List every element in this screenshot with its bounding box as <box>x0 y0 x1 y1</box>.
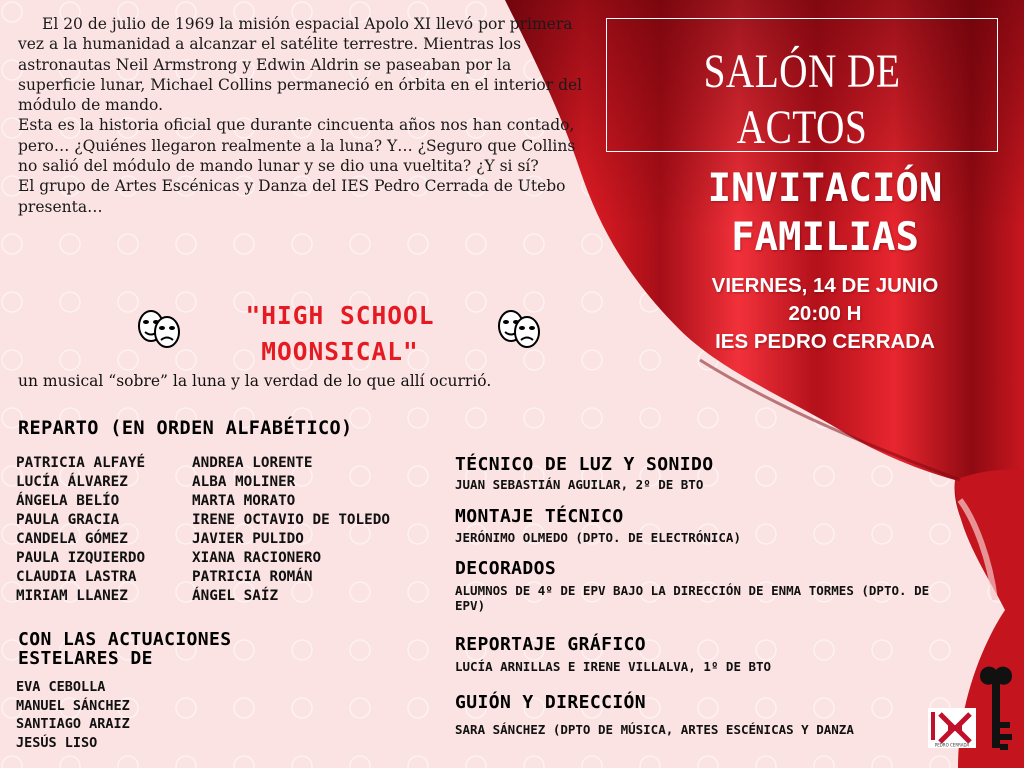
cast-member: PAULA GRACIA <box>16 512 120 528</box>
stars-heading-line-2: ESTELARES DE <box>18 648 153 669</box>
play-title <box>185 298 495 370</box>
cast-list-column-1 <box>16 454 145 606</box>
school-logo-text: PEDRO CERRADA <box>934 742 970 748</box>
crew-name-sets: ALUMNOS DE 4º DE EPV BAJO LA DIRECCIÓN DE ENMA TORMES (DPTO. DE EPV) <box>455 583 930 613</box>
cast-member: IRENE OCTAVIO DE TOLEDO <box>192 512 390 528</box>
theater-masks-icon <box>134 304 184 354</box>
crew-role-photography: REPORTAJE GRÁFICO <box>455 634 647 655</box>
play-title-line-2: MOONSICAL" <box>261 337 419 366</box>
school-logo-icon <box>928 708 976 748</box>
cast-member: ANDREA LORENTE <box>192 455 313 471</box>
cast-member: PATRICIA ROMÁN <box>192 569 313 585</box>
intro-text <box>18 14 583 217</box>
salon-title: SALÓN DE ACTOS <box>703 45 901 154</box>
cast-member: ÁNGELA BELÍO <box>16 493 120 509</box>
cast-member: CANDELA GÓMEZ <box>16 531 128 547</box>
cast-member: MARTA MORATO <box>192 493 296 509</box>
key-icon <box>976 662 1016 758</box>
crew-role-technical: MONTAJE TÉCNICO <box>455 506 624 527</box>
cast-heading: REPARTO (EN ORDEN ALFABÉTICO) <box>18 418 353 439</box>
cast-member: MIRIAM LLANEZ <box>16 588 128 604</box>
event-time: 20:00 H <box>788 302 862 325</box>
invitation-title-line-2: FAMILIAS <box>731 215 919 260</box>
crew-role-direction: GUIÓN Y DIRECCIÓN <box>455 692 647 713</box>
invitation-title-line-1: INVITACIÓN <box>707 166 943 211</box>
crew-role-sets: DECORADOS <box>455 558 557 579</box>
cast-member: PAULA IZQUIERDO <box>16 550 146 566</box>
cast-member: XIANA RACIONERO <box>192 550 322 566</box>
crew-name-direction: SARA SÁNCHEZ (DPTO DE MÚSICA, ARTES ESCÉNICAS Y DANZA <box>455 722 854 737</box>
star-performer: EVA CEBOLLA <box>16 679 106 695</box>
intro-paragraph-3: El grupo de Artes Escénicas y Danza del IES Pedro Cerrada de Utebo presenta… <box>18 177 566 216</box>
star-performer: SANTIAGO ARAIZ <box>16 716 130 732</box>
event-venue: IES PEDRO CERRADA <box>715 330 935 353</box>
intro-paragraph-1: El 20 de julio de 1969 la misión espacial Apolo XI llevó por primera vez a la humanidad a alcanzar el satélite terrestre. Mientras los astronautas Neil Armstrong y Edwin Aldrin se paseaban por la superficie lunar, Michael Collins permaneció en órbita en el interior del módulo de mando. <box>18 15 583 115</box>
play-title-line-1: "HIGH SCHOOL <box>245 301 435 330</box>
event-date: VIERNES, 14 DE JUNIO <box>711 274 939 297</box>
play-tagline: un musical “sobre” la luna y la verdad de lo que allí ocurrió. <box>18 372 492 390</box>
cast-member: CLAUDIA LASTRA <box>16 569 137 585</box>
intro-paragraph-2: Esta es la historia oficial que durante cincuenta años nos han contado, pero… ¿Quiénes llegaron realmente a la luna? Y… ¿Seguro que Collins no salió del módulo de mando lunar y se dio una vueltita? ¿Y si sí? <box>18 116 576 176</box>
crew-name-photography: LUCÍA ARNILLAS E IRENE VILLALVA, 1º DE BTO <box>455 659 772 674</box>
cast-list-column-2 <box>192 454 390 606</box>
cast-member: PATRICIA ALFAYÉ <box>16 455 146 471</box>
cast-member: ALBA MOLINER <box>192 474 296 490</box>
crew-name-technical: JERÓNIMO OLMEDO (DPTO. DE ELECTRÓNICA) <box>455 530 741 545</box>
cast-member: JAVIER PULIDO <box>192 531 304 547</box>
stars-heading <box>18 630 232 668</box>
cast-member: LUCÍA ÁLVAREZ <box>16 474 128 490</box>
stars-heading-line-1: CON LAS ACTUACIONES <box>18 629 232 650</box>
stars-list <box>16 678 130 752</box>
event-details <box>660 272 990 356</box>
cast-member: ÁNGEL SAÍZ <box>192 588 279 604</box>
invitation-title <box>640 164 1010 262</box>
star-performer: MANUEL SÁNCHEZ <box>16 697 130 714</box>
crew-name-lighting: JUAN SEBASTIÁN AGUILAR, 2º DE BTO <box>455 477 704 492</box>
star-performer: JESÚS LISO <box>16 734 98 751</box>
crew-role-lighting: TÉCNICO DE LUZ Y SONIDO <box>455 454 714 475</box>
theater-masks-icon <box>494 304 544 354</box>
